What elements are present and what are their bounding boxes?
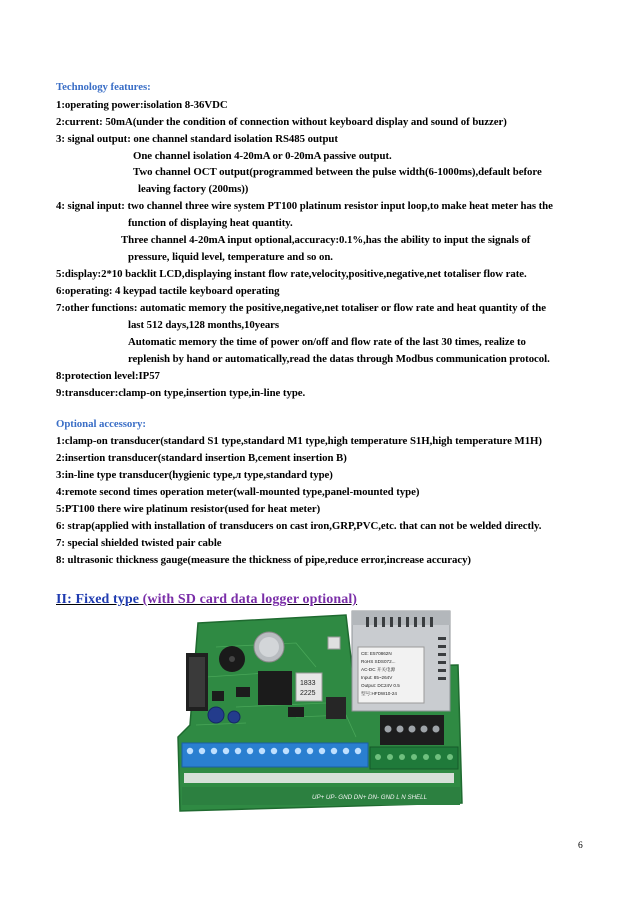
section-title-sub: (with SD card data logger optional) [139, 592, 358, 607]
svg-text:RoHS SDS072...: RoHS SDS072... [361, 659, 396, 664]
section-title [56, 592, 357, 608]
blue-terminal-strip [182, 743, 368, 767]
accessory-line: 8: ultrasonic thickness gauge(measure the thickness of pipe,reduce error,increase accuracy) [56, 554, 471, 566]
accessory-line: 5:PT100 there wire platinum resistor(used for heat meter) [56, 503, 321, 515]
main-chip [258, 671, 292, 705]
tech-line: 9:transducer:clamp-on type,insertion type,in-line type. [56, 387, 306, 399]
section-title-main: II: Fixed type [56, 592, 140, 607]
tech-line: last 512 days,128 months,10years [128, 319, 280, 331]
svg-text:AC-DC 开关电源: AC-DC 开关电源 [361, 667, 396, 672]
accessory-line: 1:clamp-on transducer(standard S1 type,standard M1 type,high temperature S1H,high temperature M1H) [56, 435, 542, 447]
tech-line: Three channel 4-20mA input optional,accuracy:0.1%,has the ability to input the signals of [121, 234, 531, 246]
svg-text:型号:HFDW10-24: 型号:HFDW10-24 [361, 691, 397, 696]
tech-line: 3: signal output: one channel standard isolation RS485 output [56, 133, 338, 145]
tech-line: 6:operating: 4 keypad tactile keyboard operating [56, 285, 280, 297]
tech-line: pressure, liquid level, temperature and so on. [128, 251, 333, 263]
tech-line: 8:protection level:IP57 [56, 370, 160, 382]
svg-text:Output: DC24V 0.5: Output: DC24V 0.5 [361, 683, 400, 688]
svg-text:CE: E570862N: CE: E570862N [361, 651, 392, 656]
accessory-line: 6: strap(applied with installation of transducers on cast iron,GRP,PVC,etc. that can not be welded directly. [56, 520, 542, 532]
tech-line: 1:operating power:isolation 8-36VDC [56, 99, 228, 111]
tech-line: 5:display:2*10 backlit LCD,displaying instant flow rate,velocity,positive,negative,net totaliser flow rate. [56, 268, 527, 280]
tech-line: 7:other functions: automatic memory the positive,negative,net totaliser or flow rate and heat quantity of the [56, 302, 546, 314]
tech-line: function of displaying heat quantity. [128, 217, 293, 229]
tech-line: Automatic memory the time of power on/off and flow rate of the last 30 times, realize to [128, 336, 526, 348]
tech-line: 4: signal input: two channel three wire system PT100 platinum resistor input loop,to make heat meter has the [56, 200, 553, 212]
tech-line: Two channel OCT output(programmed between the pulse width(6-1000ms),default before [133, 166, 542, 178]
circuit-board-photo [176, 607, 464, 815]
svg-text:2225: 2225 [300, 690, 316, 697]
tech-line: One channel isolation 4-20mA or 0-20mA passive output. [133, 150, 392, 162]
tech-line: 2:current: 50mA(under the condition of connection without keyboard display and sound of buzzer) [56, 116, 507, 128]
tech-line: leaving factory (200ms)) [138, 183, 249, 195]
page-number: 6 [578, 841, 583, 851]
optional-accessory-heading: Optional accessory: [56, 418, 146, 430]
svg-text:Input: 85~264V: Input: 85~264V [361, 675, 393, 680]
svg-text:1833: 1833 [300, 680, 316, 687]
accessory-line: 4:remote second times operation meter(wall-mounted type,panel-mounted type) [56, 486, 420, 498]
tech-line: replenish by hand or automatically,read the datas through Modbus communication protocol. [128, 353, 550, 365]
svg-text:UP+ UP- GND DN+ DN- GND L N: UP+ UP- GND DN+ DN- GND L N SHELL [312, 794, 428, 801]
technology-features-heading: Technology features: [56, 81, 151, 93]
accessory-line: 2:insertion transducer(standard insertion B,cement insertion B) [56, 452, 347, 464]
accessory-line: 7: special shielded twisted pair cable [56, 537, 222, 549]
accessory-line: 3:in-line type transducer(hygienic type,л type,standard type) [56, 469, 333, 481]
